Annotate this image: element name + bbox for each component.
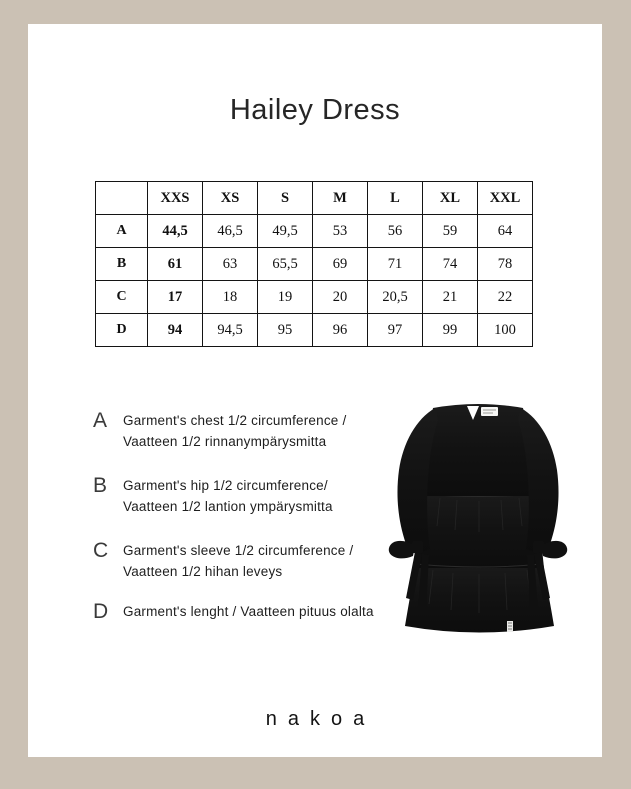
measurement-cell: 56	[368, 215, 423, 248]
size-column-header: XS	[203, 182, 258, 215]
dress-neck-label	[481, 407, 498, 416]
measurement-cell: 21	[423, 281, 478, 314]
legend-line: Vaatteen 1/2 hihan leveys	[123, 564, 283, 579]
measurement-cell: 19	[258, 281, 313, 314]
measurement-cell: 59	[423, 215, 478, 248]
table-row	[96, 248, 533, 281]
measurement-cell: 20,5	[368, 281, 423, 314]
measurement-cell: 95	[258, 314, 313, 347]
measurement-cell: 17	[148, 281, 203, 314]
size-column-header: L	[368, 182, 423, 215]
legend-item-b	[93, 475, 333, 517]
measurement-cell: 96	[313, 314, 368, 347]
size-column-header: M	[313, 182, 368, 215]
legend-item-a	[93, 410, 346, 452]
legend-line: Vaatteen 1/2 rinnanympärysmitta	[123, 434, 327, 449]
size-guide-card	[28, 24, 602, 757]
size-column-header: XL	[423, 182, 478, 215]
row-label: C	[96, 281, 148, 314]
dress-hem-tag	[507, 621, 513, 632]
legend-key: C	[93, 539, 109, 562]
legend-line: Vaatteen 1/2 lantion ympärysmitta	[123, 499, 333, 514]
legend-text	[123, 540, 353, 582]
measurement-cell: 49,5	[258, 215, 313, 248]
legend-line: Garment's lenght / Vaatteen pituus olalta	[123, 604, 374, 619]
legend-key: A	[93, 409, 108, 432]
measurement-cell: 20	[313, 281, 368, 314]
table-row	[96, 314, 533, 347]
measurement-cell: 46,5	[203, 215, 258, 248]
measurement-cell: 53	[313, 215, 368, 248]
product-image-dress	[385, 398, 585, 638]
measurement-cell: 22	[478, 281, 533, 314]
row-label: B	[96, 248, 148, 281]
legend-text	[123, 410, 346, 452]
measurement-cell: 94	[148, 314, 203, 347]
measurement-cell: 97	[368, 314, 423, 347]
legend-key: D	[93, 600, 109, 623]
measurement-cell: 18	[203, 281, 258, 314]
legend-item-d	[93, 601, 374, 623]
measurement-cell: 65,5	[258, 248, 313, 281]
measurement-cell: 94,5	[203, 314, 258, 347]
table-row	[96, 281, 533, 314]
legend-text	[123, 475, 333, 517]
legend-text	[123, 601, 374, 623]
size-column-header: XXL	[478, 182, 533, 215]
measurement-cell: 61	[148, 248, 203, 281]
legend-line: Garment's sleeve 1/2 circumference /	[123, 543, 354, 558]
legend-line: Garment's chest 1/2 circumference /	[123, 413, 347, 428]
measurement-cell: 63	[203, 248, 258, 281]
row-label: D	[96, 314, 148, 347]
measurement-cell: 74	[423, 248, 478, 281]
legend-item-c	[93, 540, 353, 582]
measurement-cell: 71	[368, 248, 423, 281]
size-table-header-row	[96, 182, 533, 215]
measurement-cell: 44,5	[148, 215, 203, 248]
measurement-cell: 100	[478, 314, 533, 347]
legend-line: Garment's hip 1/2 circumference/	[123, 478, 328, 493]
size-table-corner-cell	[96, 182, 148, 215]
table-row	[96, 215, 533, 248]
row-label: A	[96, 215, 148, 248]
size-column-header: XXS	[148, 182, 203, 215]
size-column-header: S	[258, 182, 313, 215]
legend-key: B	[93, 474, 108, 497]
measurement-cell: 99	[423, 314, 478, 347]
measurement-cell: 78	[478, 248, 533, 281]
page-title: Hailey Dress	[229, 94, 401, 126]
brand-logotype: nakoa	[265, 708, 376, 730]
measurement-cell: 64	[478, 215, 533, 248]
measurement-cell: 69	[313, 248, 368, 281]
size-table	[95, 181, 533, 347]
